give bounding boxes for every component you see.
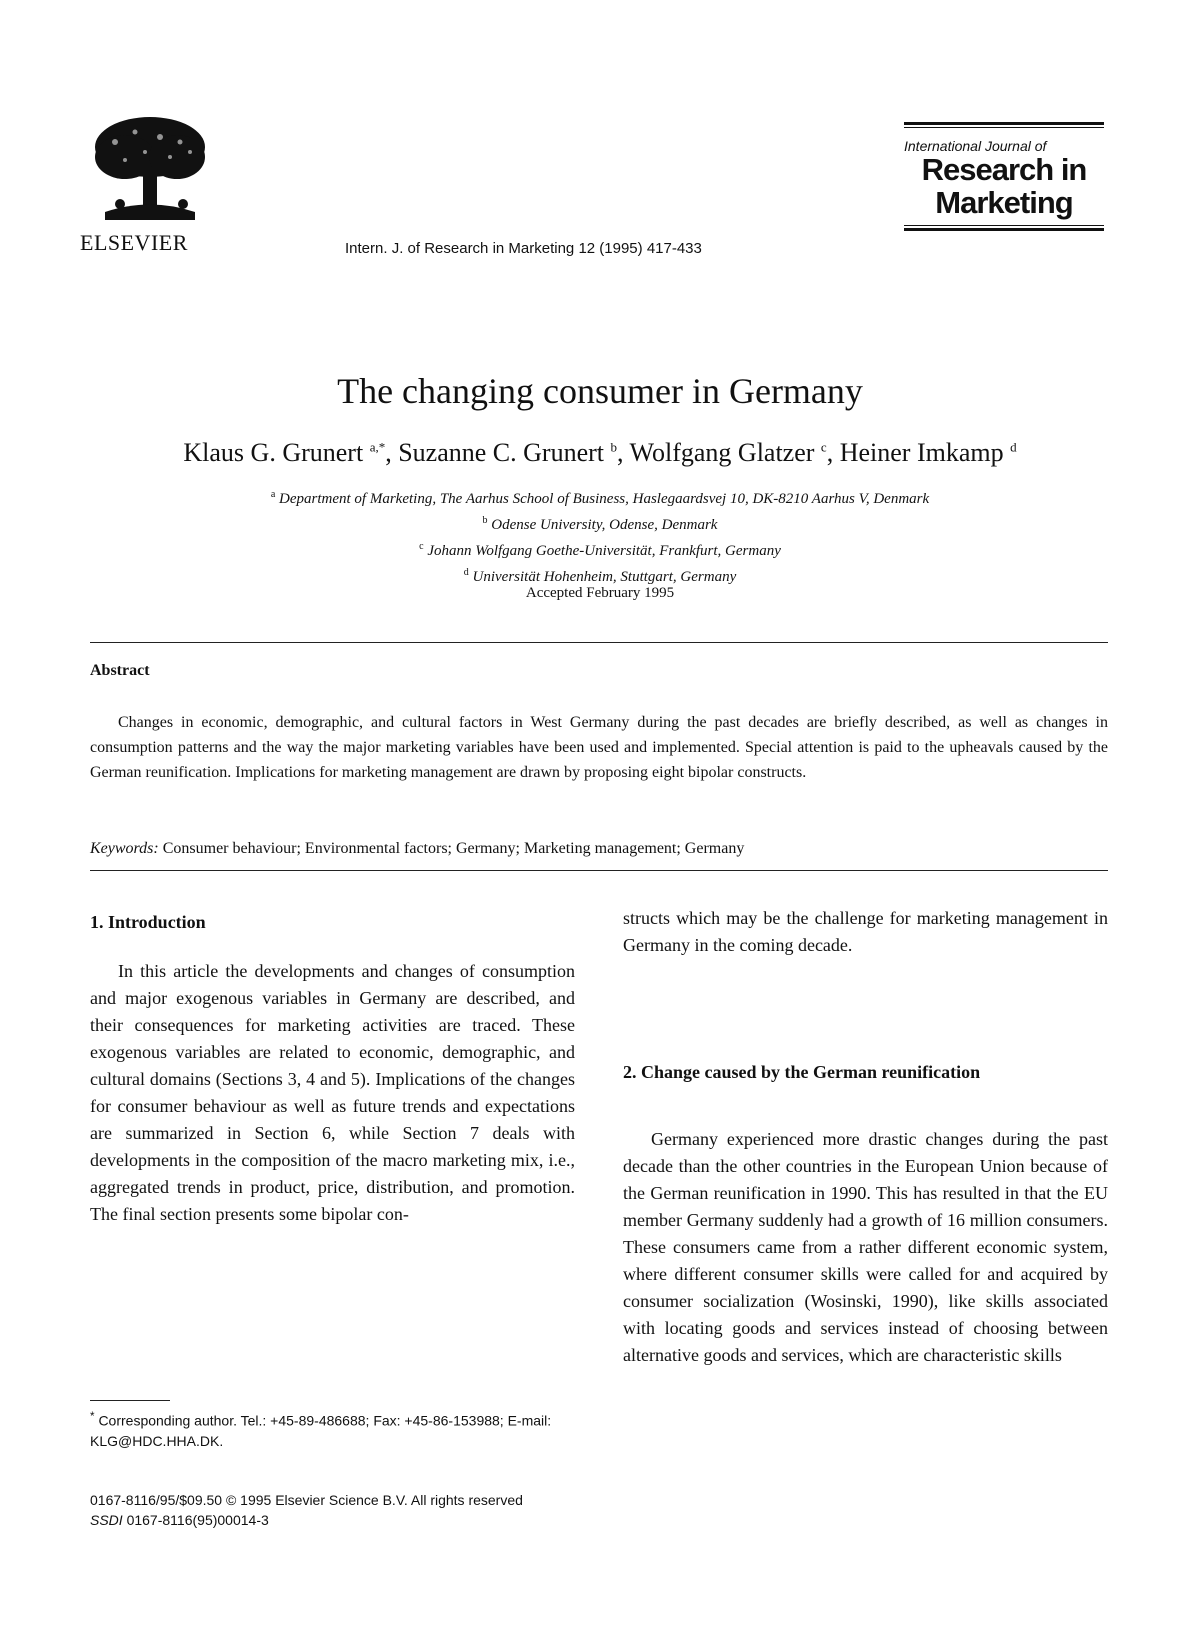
elsevier-tree-logo (85, 112, 215, 247)
copyright-block (90, 1490, 523, 1530)
author-name: Klaus G. Grunert (183, 438, 364, 467)
journal-masthead (904, 120, 1104, 233)
divider (90, 642, 1108, 643)
author-affil-marker: c (820, 439, 827, 455)
ssdi-line (90, 1510, 523, 1530)
keywords (90, 840, 1108, 858)
affiliations (0, 484, 1200, 588)
abstract-heading: Abstract (90, 662, 150, 679)
abstract-text: Changes in economic, demographic, and cultural factors in West Germany during the past decades are briefly described, as well as changes in consumption patterns and the way the major marketing variables have been used and implemented. Special attention is paid to the upheavals caused by the German reunification. Implications for marketing management are drawn by proposing eight bipolar constructs. (90, 714, 1108, 781)
journal-citation: Intern. J. of Research in Marketing 12 (1995) 417-433 (345, 240, 702, 257)
copyright-line: 0167-8116/95/$09.50 © 1995 Elsevier Science B.V. All rights reserved (90, 1492, 523, 1508)
author-affil-marker: b (610, 439, 617, 455)
author-affil-marker: d (1010, 439, 1017, 455)
masthead-rule (904, 122, 1104, 125)
ssdi-label: SSDI (90, 1512, 123, 1528)
affiliation: $^b$ Odense University, Odense, Denmark (482, 515, 718, 533)
accepted-date: Accepted February 1995 (525, 585, 675, 601)
affiliation: $^c$ Johann Wolfgang Goethe-Universität, Frankfurt, Germany (419, 541, 781, 559)
author-name: Wolfgang Glatzer (629, 438, 815, 467)
reunification-paragraph: Germany experienced more drastic changes during the past decade than the other countries in the European Union because of the German reunification in 1990. This has resulted in that the EU member Germany suddenly had a growth of 16 million consumers. These consumers came from a rather different economic system, where different consumer skills were called for and acquired by consumer socialization (Wosinski, 1990), like skills associated with locating goods and services instead of choosing between alternative goods and services, which are characteristic skills (623, 1129, 1108, 1365)
masthead-rule (904, 228, 1104, 231)
publisher-name: ELSEVIER (80, 230, 188, 255)
keywords-label: Keywords: (90, 840, 159, 857)
author-affil-marker: a,* (369, 439, 386, 455)
journal-title-line2: Marketing (935, 184, 1073, 220)
section-heading-introduction: 1. Introduction (90, 912, 206, 932)
section-heading-reunification: 2. Change caused by the German reunification (623, 1062, 981, 1082)
masthead-rule (904, 127, 1104, 128)
ssdi-number: 0167-8116(95)00014-3 (126, 1512, 269, 1528)
journal-small-title: International Journal of (904, 138, 1047, 154)
author-name: Heiner Imkamp (839, 438, 1004, 467)
footnote-text: Corresponding author. Tel.: +45-89-486688; Fax: +45-86-153988; E-mail: KLG@HDC.HHA.DK. (90, 1412, 552, 1449)
author-name: Suzanne C. Grunert (398, 438, 604, 467)
footnote-marker: * (90, 1410, 95, 1423)
author-list: Klaus G. Grunert $^{a,*}$, Suzanne C. Grunert $^b$, Wolfgang Glatzer $^c$, Heiner Imkamp $^d$ (183, 438, 1017, 467)
footnote-rule (90, 1400, 170, 1401)
affiliation: $^a$ Department of Marketing, The Aarhus School of Business, Haslegaardsvej 10, DK-8210 Aarhus V, Denmark (270, 489, 930, 507)
corresponding-author-footnote (90, 1400, 575, 1451)
keywords-list: Consumer behaviour; Environmental factors; Germany; Marketing management; Germany (162, 840, 745, 857)
divider (90, 870, 1108, 871)
journal-title-line1: Research in (921, 152, 1087, 187)
continued-paragraph: structs which may be the challenge for marketing management in Germany in the coming decade. (623, 908, 1108, 955)
affiliation: $^d$ Universität Hohenheim, Stuttgart, Germany (463, 567, 737, 585)
introduction-paragraph: In this article the developments and changes of consumption and major exogenous variables in Germany are described, and their consequences for marketing activities are traced. These exogenous variables are related to economic, demographic, and cultural domains (Sections 3, 4 and 5). Implications of the changes for consumer behaviour as well as future trends and expectations are summarized in Section 6, while Section 7 deals with developments in the composition of the macro marketing mix, i.e., aggregated trends in product, price, distribution, and promotion. The final section presents some bipolar con- (90, 961, 575, 1224)
masthead-rule (904, 225, 1104, 226)
article-title: The changing consumer in Germany (337, 371, 863, 411)
